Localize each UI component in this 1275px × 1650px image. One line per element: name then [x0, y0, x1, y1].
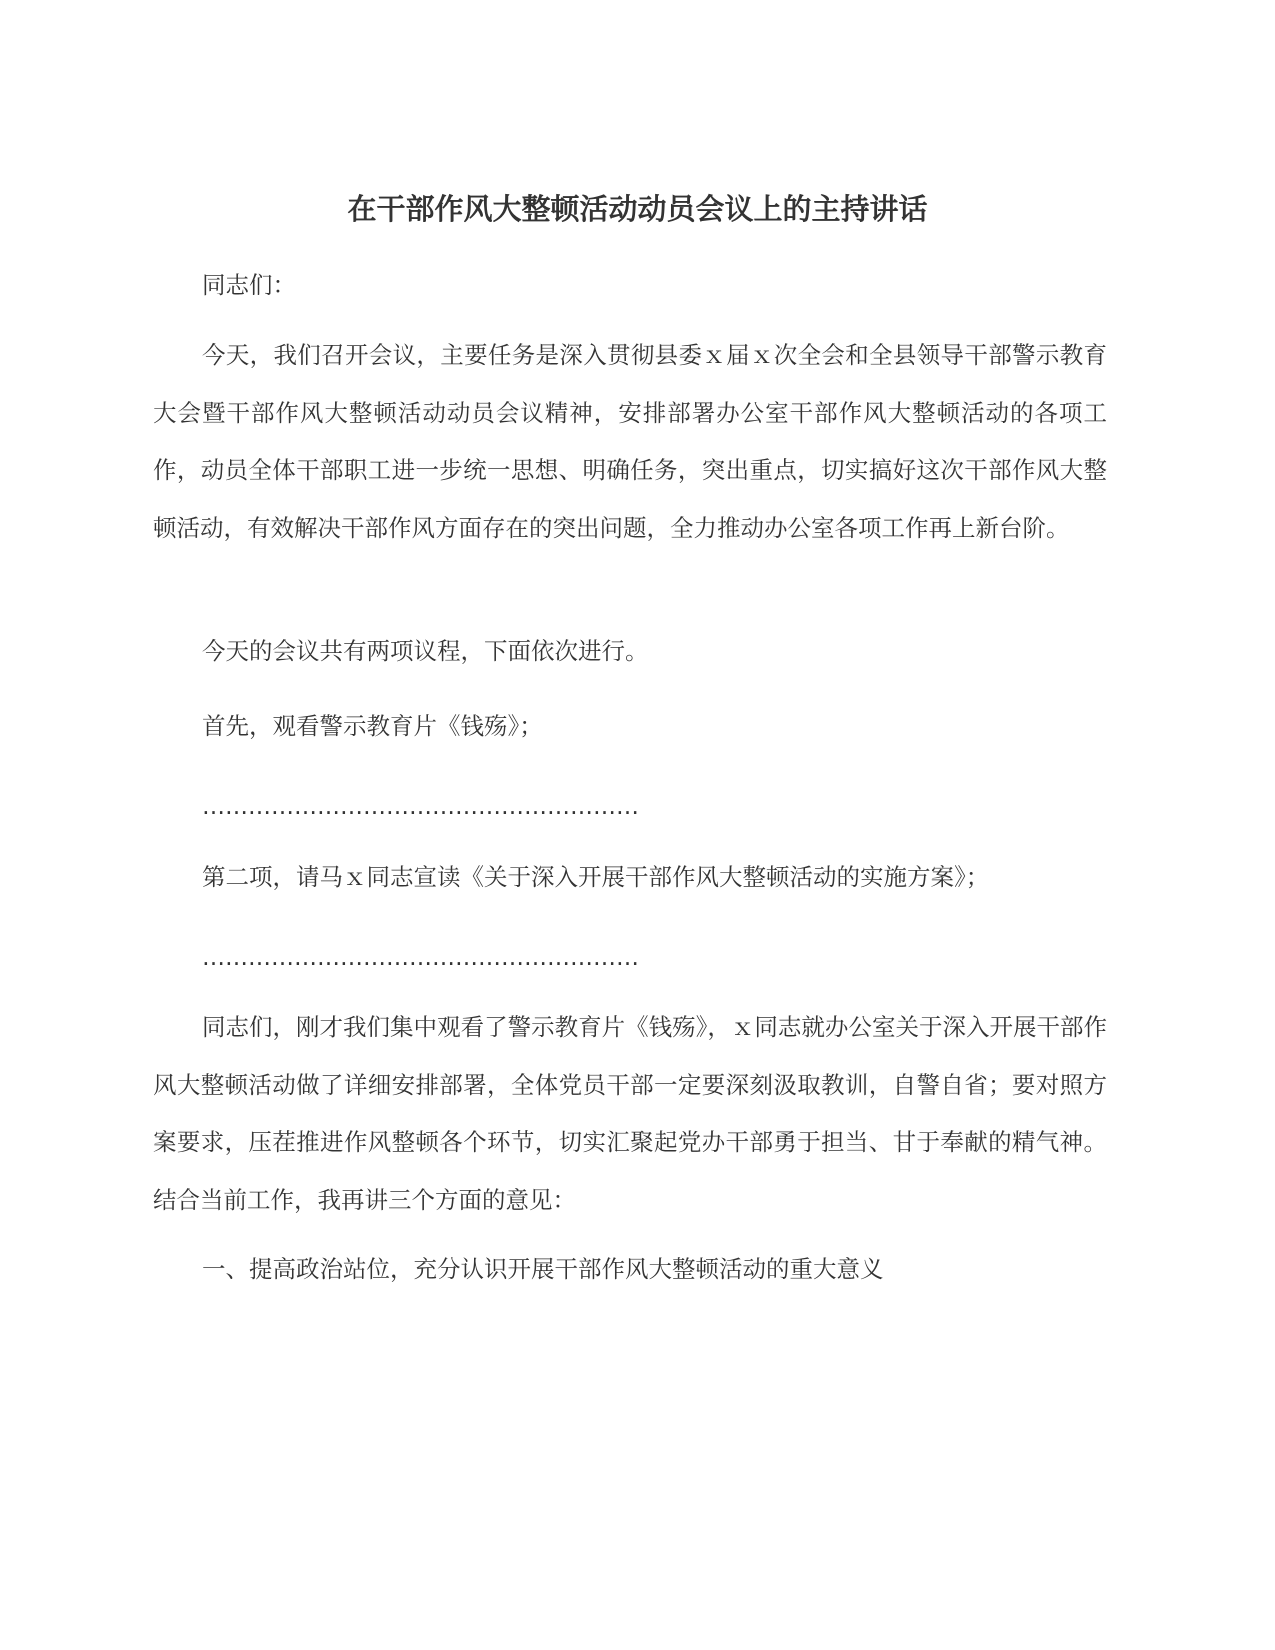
paragraph-intro: 今天，我们召开会议，主要任务是深入贯彻县委ｘ届ｘ次全会和全县领导干部警示教育大会暨干部作风大整顿活动动员会议精神，安排部署办公室干部作风大整顿活动的各项工作，动员全体干部职工进一步统一思想、明确任务，突出重点，切实搞好这次干部作风大整顿活动，有效解决干部作风方面存在的突出问题，全力推动办公室各项工作再上新台阶。 [153, 341, 1107, 542]
paragraph-agenda: 今天的会议共有两项议程，下面依次进行。 [202, 637, 649, 665]
salutation: 同志们： [202, 271, 296, 299]
agenda-item-second: 第二项，请马ｘ同志宣读《关于深入开展干部作风大整顿活动的实施方案》； [202, 863, 990, 891]
section-heading-one: 一、提高政治站位，充分认识开展干部作风大整顿活动的重大意义 [202, 1255, 884, 1283]
document-title: 在干部作风大整顿活动动员会议上的主持讲话 [347, 192, 928, 226]
agenda-item-first: 首先，观看警示教育片《钱殇》； [202, 712, 543, 740]
paragraph-summary: 同志们，刚才我们集中观看了警示教育片《钱殇》，ｘ同志就办公室关于深入开展干部作风大整顿活动做了详细安排部署，全体党员干部一定要深刻汲取教训，自警自省；要对照方案要求，压茬推进作风整顿各个环节，切实汇聚起党办干部勇于担当、甘于奉献的精气神。结合当前工作，我再讲三个方面的意见： [153, 1013, 1107, 1214]
ellipsis-separator-first: ………………………………………………… [202, 794, 639, 820]
ellipsis-separator-second: ………………………………………………… [202, 945, 639, 971]
